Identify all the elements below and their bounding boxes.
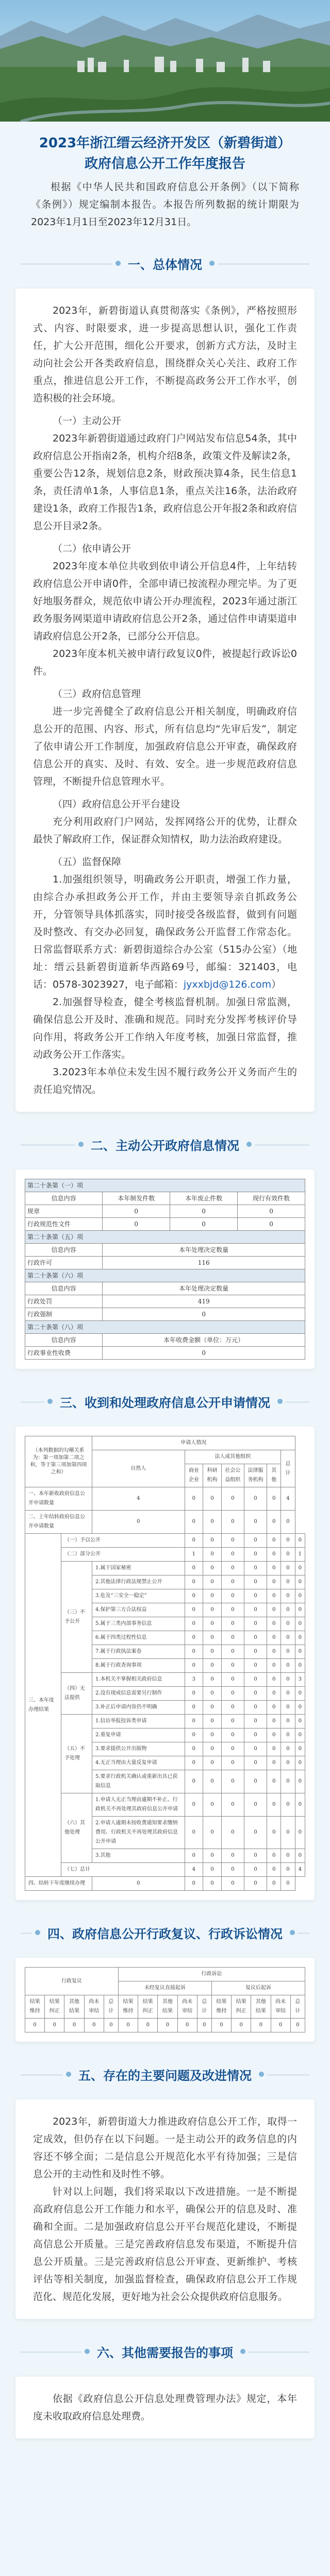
overview-paragraph: 2023年，新碧街道认真贯彻落实《条例》，严格按照形式、内容、时限要求，进一步提高思想认识，强化工作责任，扩大公开范围，细化公开要求，创新方式方法，及时主动向社会公开各类政府信息，围绕群众关心关注、政府工作重点，推进信息公开工作，不断提高政务公开工作水平，创造积极的社会环境。 [33, 305, 297, 404]
improvements-paragraph: 针对以上问题，我们将采取以下改进措施。一是不断提高政府信息公开工作能力和水平，确保公开的信息及时、准确和全面。二是加强政府信息公开平台规范化建设，不断提高信息公开质量。三是完善政府信息发布渠道，不断提升信息公开质量。三是完善政府信息公开审查、更新维护、考核评估等相关制度，加强监督检查，确保政府信息公开工作规范化、规范化发展，更好地为社会公众提供政府信息服务。 [33, 2186, 297, 2302]
active-info-table [25, 1179, 305, 1360]
table-col-header: 行政复议 [25, 1968, 119, 1995]
active-info-table-card [15, 1170, 315, 1369]
table-col-header: 信息内容 [25, 1244, 103, 1257]
table-row: 一、本年新收政府信息公开申请数量 4 0 0 0 0 0 4 [25, 1487, 305, 1511]
table-col-header: 复议后起诉 [211, 1981, 305, 1995]
table-subgroup-label: （三）不予公开 [61, 1562, 92, 1673]
table-col-header: 本年废止件数 [170, 1192, 238, 1205]
table-col-header: 结果纠正 [45, 1995, 64, 2019]
table-section-header: 第二十条第（一）项 [25, 1179, 305, 1192]
accountability-paragraph: 3.2023年本单位未发生因不履行政务公开义务而产生的责任追究情况。 [33, 1066, 297, 1095]
supervision-paragraph: 1.加强组织领导，明确政务公开职责，增强工作力量，由综合办承担政务公开工作，并由主要领导亲自抓政务公开，分管领导具体抓落实，同时接受各级监督，做到有问题及时整改、有交办必回复，确保政务公开监督工作常态化。日常监督联系方式：新碧街道综合办公室（515办公室）（地址：缙云县新碧街道新华西路69号，邮编：321403，电话：0578-3023927，电子邮箱：jyxxbjd@126.com） [33, 874, 297, 990]
problems-card [15, 2099, 315, 2319]
table-col-header: 信息内容 [25, 1334, 103, 1347]
table-col-header: 结果维持 [118, 1995, 138, 2019]
table-col-header: 其他结果 [64, 1995, 84, 2019]
table-subgroup-label: （四）无法提供 [61, 1673, 92, 1715]
table-row: 2.没有现成信息需要另行制作 0 0 0 0 0 0 0 [25, 1687, 305, 1701]
table-col-header: 本年收费金额（单位：万元） [103, 1334, 305, 1347]
section-heading-other: 六、其他需要报告的事项 [0, 2336, 330, 2367]
table-col-header: 其他结果 [251, 1995, 271, 2019]
report-title [0, 122, 330, 178]
table-col-header: 社会公益组织 [221, 1464, 244, 1487]
table-section-header: 第二十条第（六）项 [25, 1269, 305, 1282]
table-col-header: 信息内容 [25, 1192, 103, 1205]
table-col-header: 法律服务机构 [244, 1464, 267, 1487]
table-col-header: 总计 [281, 1450, 295, 1487]
intro-paragraph: 根据《中华人民共和国政府信息公开条例》（以下简称《条例》）规定编制本报告。本报告所列数据的统计期限为2023年1月1日至2023年12月31日。 [31, 181, 299, 228]
table-row: （六）其他处理 1.申请人无正当理由逾期不补正、行政机关不再处理其政府信息公开申请 0 0 0 0 0 0 0 [25, 1793, 305, 1817]
subheading-active-disclosure: （一）主动公开 [53, 415, 122, 427]
table-row: 8.属于行政查询事项 0 0 0 0 0 0 0 [25, 1659, 305, 1673]
other-paragraph: 依据《政府信息公开信息处理费管理办法》规定，本年度未收取政府信息处理费。 [33, 2393, 297, 2422]
review-paragraph: 2023年度本机关被申请行政复议0件，被提起行政诉讼0件。 [33, 648, 297, 677]
active-disclosure-paragraph: 2023年新碧街道通过政府门户网站发布信息54条，其中政府信息公开指南2条，机构介绍8条，政策文件及解读2条，重要公告12条，规划信息2条，财政预决算4条，民生信息1条，责任清单1条，人事信息1条，重点关注16条，法治政府建设1条，政府工作报告1条，政府信息公开年报2条和政府信息公开目录2条。 [33, 433, 297, 532]
table-section-header: 第二十条第（五）项 [25, 1231, 305, 1244]
table-col-header: 科研机构 [203, 1464, 222, 1487]
review-litigation-table-card [15, 1958, 315, 2042]
table-row: 4.保护第三方合法权益 0 0 0 0 0 0 0 [25, 1603, 305, 1617]
table-row: 行政强制 0 [25, 1308, 305, 1321]
table-col-header: 申请人情况 [92, 1436, 295, 1450]
section-heading-overview: 一、总体情况 [0, 248, 330, 279]
contact-email-link[interactable]: jyxxbjd@126.com [183, 979, 272, 990]
table-row: 6.属于四类过程性信息 0 0 0 0 0 0 0 [25, 1631, 305, 1645]
table-col-header: 其他结果 [158, 1995, 177, 2019]
table-col-header: 总计 [197, 1995, 211, 2019]
table-row: 3.危及“三安全一稳定” 0 0 0 0 0 0 0 [25, 1589, 305, 1603]
title-line-2: 政府信息公开工作年度报告 [84, 156, 245, 172]
table-col-header: 本年处理决定数量 [103, 1244, 305, 1257]
table-col-header: 结果纠正 [138, 1995, 158, 2019]
table-row: 0 0 0 0 0 0 0 0 0 0 0 0 0 0 0 [25, 2019, 305, 2032]
table-col-header: 未经复议直接起诉 [118, 1981, 211, 1995]
applications-table-card [15, 1427, 315, 1900]
table-col-header: 行政诉讼 [118, 1968, 305, 1981]
table-col-header: 本年制发件数 [103, 1192, 170, 1205]
table-row: 2.申请人逾期未按收费通知要求缴纳费用、行政机关不再处理其政府信息公开申请 0 0 0 0 0 0 0 [25, 1817, 305, 1849]
table-row: 行政许可 116 [25, 1257, 305, 1269]
subheading-info-management: （三）政府信息管理 [53, 688, 141, 700]
table-col-header: 总计 [104, 1995, 118, 2019]
table-subgroup-label: （六）其他处理 [61, 1793, 92, 1863]
overview-card [15, 289, 315, 1112]
table-row: （三）不予公开 1.属于国家秘密 0 0 0 0 0 0 0 [25, 1562, 305, 1575]
table-col-header: 其他 [267, 1464, 281, 1487]
table-row: 5.要求行政机关确认或重新出具已获取信息 0 0 0 0 0 0 0 [25, 1770, 305, 1793]
info-management-paragraph: 进一步完善健全了政府信息公开相关制度，明确政府信息公开的范围、内容、形式，所有信息均“先审后发”，制定了依申请公开工作制度，加强政府信息公开审查，确保政府信息公开的真实、及时、有效、安全。进一步规范政府信息管理，不断提升信息管理水平。 [33, 706, 297, 787]
header-landscape-image [0, 0, 330, 122]
table-col-header: 自然人 [92, 1450, 185, 1487]
review-litigation-table [25, 1967, 305, 2032]
table-row: （四）无法提供 1.本机关不掌握相关政府信息 3 0 0 0 0 0 3 [25, 1673, 305, 1687]
table-row: （七）总计 4 0 0 0 0 0 4 [25, 1863, 305, 1877]
subheading-application: （二）依申请公开 [53, 543, 131, 554]
table-col-header: 本年处理决定数量 [103, 1282, 305, 1295]
table-col-header: 结果维持 [211, 1995, 231, 2019]
table-row: 7.属于行政执法案卷 0 0 0 0 0 0 0 [25, 1645, 305, 1659]
table-col-header: 现行有效件数 [238, 1192, 305, 1205]
table-row: 二、上年结转政府信息公开申请数量 0 0 0 0 0 0 0 [25, 1511, 305, 1534]
table-row: （二）部分公开 1 0 0 0 0 0 1 [25, 1548, 305, 1562]
table-row: 四、结转下年度继续办理 0 0 0 0 0 0 0 [25, 1877, 305, 1891]
table-row: 规章 0 0 0 [25, 1205, 305, 1218]
table-row: 3.其他 0 0 0 0 0 0 0 [25, 1849, 305, 1863]
table-col-header: 信息内容 [25, 1282, 103, 1295]
table-row: （五）不予处理 1.信访举报投诉类申请 0 0 0 0 0 0 0 [25, 1715, 305, 1728]
section-heading-problems: 五、存在的主要问题及改进情况 [0, 2059, 330, 2090]
inspection-paragraph: 2.加强督导检查，健全考核监督机制。加强日常监测，确保信息公开及时、准确和规范。同时充分发挥考核评价导向作用，将政务公开工作纳入年度考核，加强日常监督，推动政务公开工作落实。 [33, 996, 297, 1060]
subheading-supervision: （五）监督保障 [53, 856, 122, 868]
table-col-header: 尚未审结 [84, 1995, 104, 2019]
table-col-header: 结果纠正 [232, 1995, 251, 2019]
platform-paragraph: 充分利用政府门户网站，发挥网络公开的优势，让群众最快了解政府工作，保证群众知情权，助力法治政府建设。 [33, 816, 297, 845]
table-col-header: 商业企业 [185, 1464, 203, 1487]
table-row: 三、本年度办理结果 （一）予以公开 0 0 0 0 0 0 0 [25, 1534, 305, 1548]
table-section-header: 第二十条第（八）项 [25, 1321, 305, 1334]
table-main-header: （本列数据的勾稽关系为：第一项加第二项之和，等于第三项加第四项之和） [25, 1436, 92, 1487]
table-row: 3.要求提供公开出版物 0 0 0 0 0 0 0 [25, 1742, 305, 1756]
table-row: 3.补正后申请内容仍不明确 0 0 0 0 0 0 0 [25, 1701, 305, 1715]
application-paragraph: 2023年度本单位共收到依申请公开信息4件，上年结转政府信息公开申请0件，全部申请已按流程办理完毕。为了更好地服务群众，规范依申请公开办理流程，2023年通过浙江政务服务网渠道申请政府信息公开2条，通过信件申请渠道申请政府信息公开2条，已部分公开信息。 [33, 561, 297, 642]
table-row: 5.属于三类内部事务信息 0 0 0 0 0 0 0 [25, 1617, 305, 1631]
landscape-illustration [0, 0, 330, 122]
table-subgroup-label: （五）不予处理 [61, 1715, 92, 1793]
table-col-header: 尚未审结 [177, 1995, 197, 2019]
table-row: 4.无正当理由大量反复申请 0 0 0 0 0 0 0 [25, 1756, 305, 1770]
other-card [15, 2377, 315, 2438]
table-row: 行政事业性收费 0 [25, 1347, 305, 1360]
table-col-header: 总计 [290, 1995, 305, 2019]
table-col-header: 法人或其他组织 [185, 1450, 281, 1464]
section-heading-review-litigation: 四、政府信息公开行政复议、行政诉讼情况 [0, 1918, 330, 1948]
table-row: 2.重复申请 0 0 0 0 0 0 0 [25, 1728, 305, 1742]
problems-paragraph: 2023年，新碧街道大力推进政府信息公开工作，取得一定成效，但仍存在以下问题。一是主动公开的政务信息的内容还不够全面；二是信息公开规范化水平有待加强；三是信息公开的主动性和及时性不够。 [33, 2116, 297, 2180]
table-row: 行政规范性文件 0 0 0 [25, 1218, 305, 1231]
table-row: 2.其他法律行政法规禁止公开 0 0 0 0 0 0 0 [25, 1575, 305, 1589]
subheading-platform: （四）政府信息公开平台建设 [53, 799, 180, 810]
table-col-header: 尚未审结 [271, 1995, 290, 2019]
section-heading-applications: 三、收到和处理政府信息公开申请情况 [0, 1386, 330, 1417]
applications-table [25, 1436, 305, 1891]
section-heading-active-info: 二、主动公开政府信息情况 [0, 1129, 330, 1160]
table-col-header: 结果维持 [25, 1995, 45, 2019]
table-group-label: 三、本年度办理结果 [25, 1534, 61, 1877]
title-line-1: 2023年浙江缙云经济开发区（新碧街道） [39, 135, 291, 151]
table-row: 行政处罚 419 [25, 1295, 305, 1308]
